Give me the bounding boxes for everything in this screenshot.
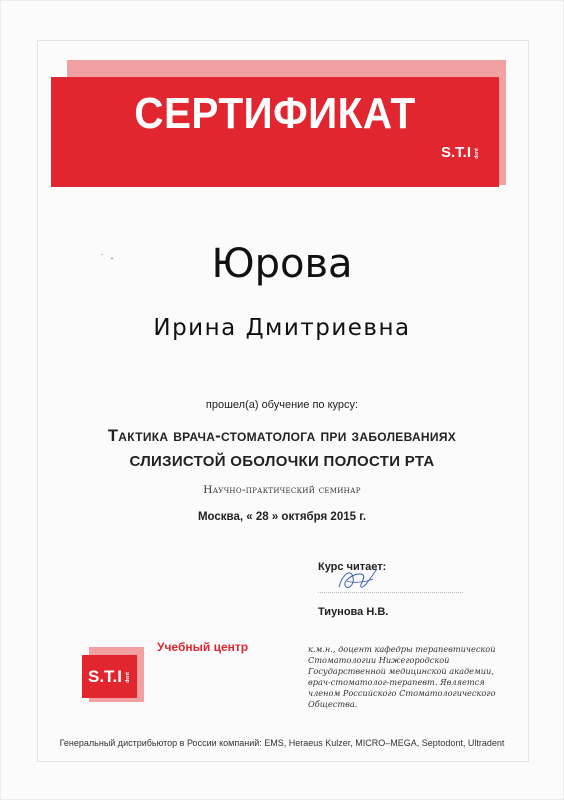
sti-logo-sub: dent	[473, 148, 480, 159]
signature-line	[318, 592, 463, 593]
tc-logo-sub: dent	[124, 672, 131, 683]
course-title	[0, 424, 564, 474]
course-type: Научно-практический семинар	[203, 484, 361, 496]
sti-logo-header	[441, 145, 482, 160]
tc-logo-text: S.T.I	[88, 667, 123, 686]
lecturer-description: к.м.н., доцент кафедры терапевтической Стоматологии Нижегородской Государственной медицинской академии, врач-стоматолог-терапевт. Является членом Российского Стоматологического Общества.	[308, 644, 496, 709]
course-title-line-2: СЛИЗИСТОЙ ОБОЛОЧКИ ПОЛОСТИ РТА	[129, 453, 435, 470]
recipient-surname: Юрова	[211, 241, 353, 287]
course-intro: прошел(а) обучение по курсу:	[205, 399, 359, 411]
scan-marks: ˙ -	[101, 253, 116, 263]
distributor-footer: Генеральный дистрибьютор в России компаний: EMS, Heraeus Kulzer, MICRO–MEGA, Septodont, Ultradent	[59, 738, 505, 748]
lecturer-label: Курс читает:	[318, 561, 387, 573]
recipient-given-names: Ирина Дмитриевна	[153, 315, 411, 341]
certificate-title: СЕРТИФИКАТ	[134, 89, 416, 138]
lecturer-signature	[333, 563, 381, 599]
training-center-label: Учебный центр	[157, 640, 249, 654]
training-center-logo-text	[88, 668, 133, 685]
sti-logo-text: S.T.I	[441, 144, 472, 161]
course-place-date: Москва, « 28 » октября 2015 г.	[197, 511, 367, 523]
course-title-line-1: Тактика врача-стоматолога при заболеваниях	[107, 427, 457, 445]
lecturer-name: Тиунова Н.В.	[318, 606, 389, 618]
